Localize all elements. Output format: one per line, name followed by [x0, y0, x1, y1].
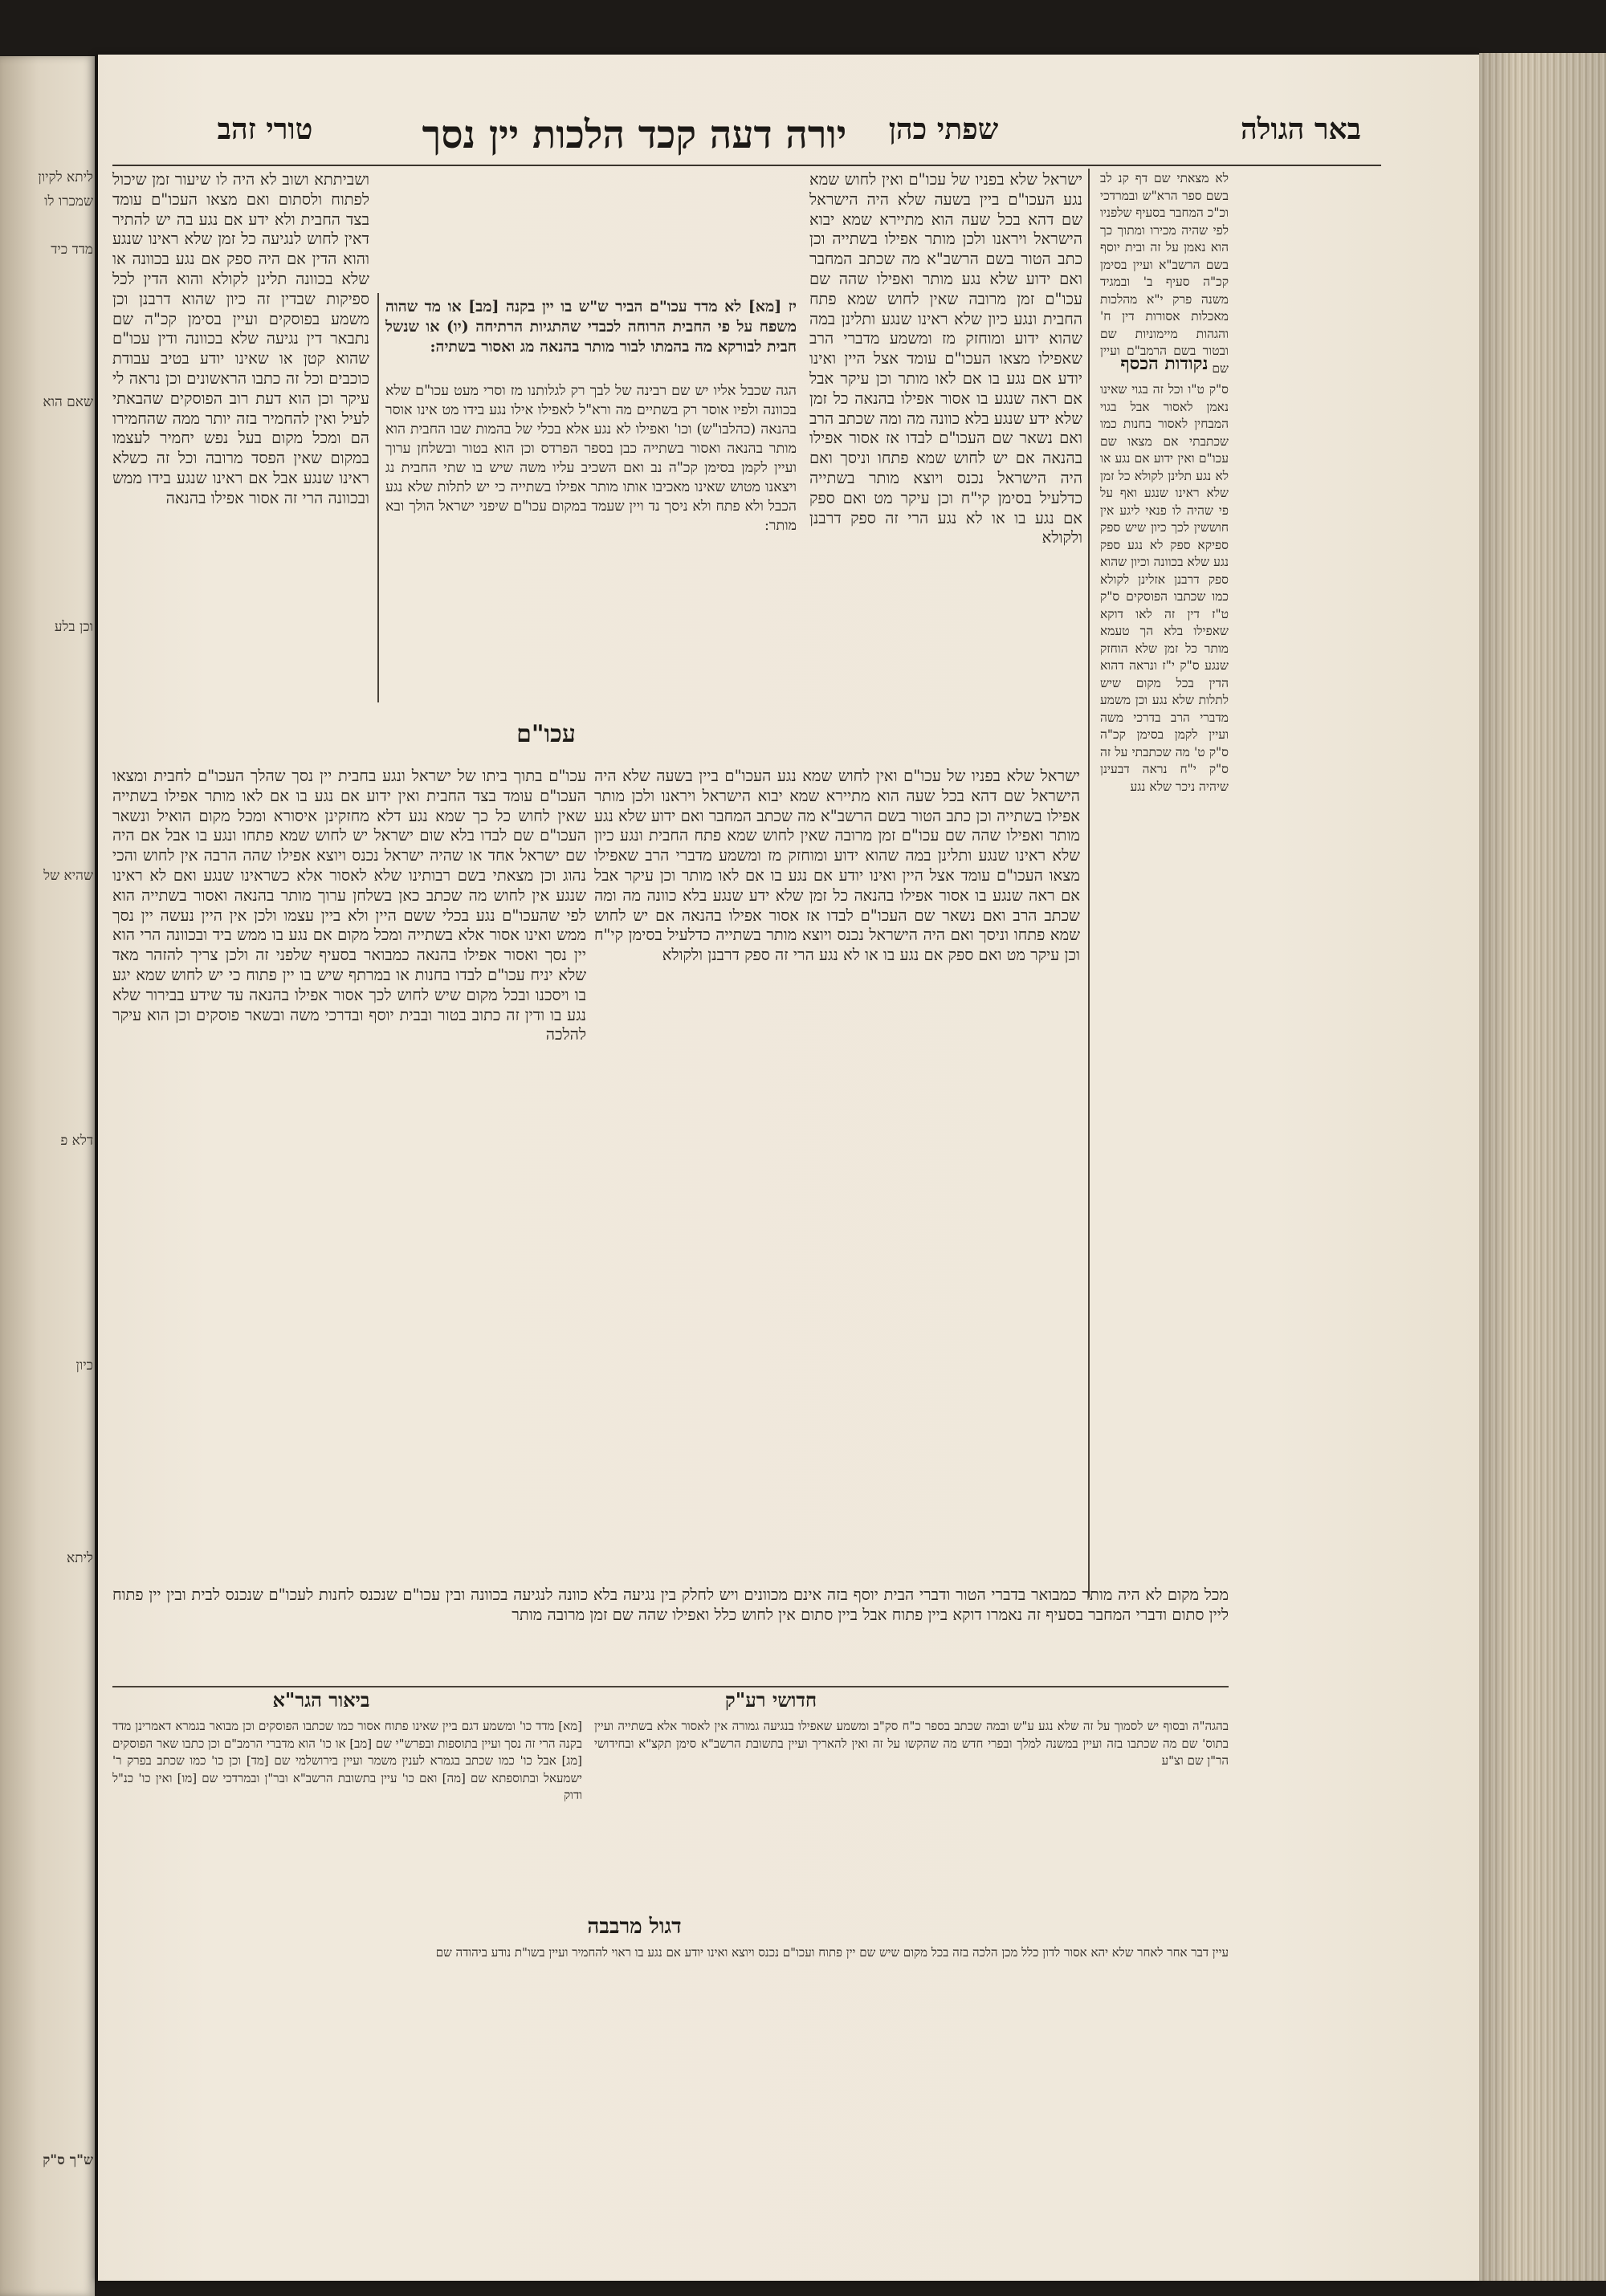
left-fragment: מדד כיד: [51, 242, 93, 258]
heading-chiddushei: חדושי רע"ק: [724, 1688, 817, 1712]
left-fragment: שמכרו לו: [44, 193, 93, 210]
page-edges: [1479, 53, 1606, 2281]
left-fragment: ליתא לקיון: [38, 169, 93, 185]
box-divider: [377, 293, 379, 702]
left-fragment: כיון: [75, 1358, 93, 1374]
heading-biur: ביאור הגר"א: [272, 1688, 370, 1712]
column-shach: ישראל שלא בפניו של עכו"ם ואין לחוש שמא נגע העכו"ם ביין בשעה שלא היה הישראל שם דהא בכל שעה הוא מתיירא שמא יבוא הישראל ויראנו ולכן מותר אפילו בשתייה וכן כתב הטור בשם הרשב"א מה שכתב המחבר ואם ידוע שלא נגע מותר ואפילו שהה שם עכו"ם זמן מרובה שאין לחוש שמא פתח החבית ונגע כיון שלא ראינו שנגע ותלינן במה שהוא ידוע ומוחזק מז ומשמע מדברי הרב שאפילו מצאו העכו"ם עומד אצל היין ואינו יודע אם נגע בו אם לאו מותר וכן עיקר אבל אם ראה שנגע בו אסור אפילו בהנאה כל זמן שלא ידע שנגע בלא כוונה מה ומה שכתב הרב ואם נשאר שם העכו"ם לבדו אז אסור אפילו בהנאה אם יש לחוש שמא פתחו וניסך ואם היה הישראל נכנס ויוצא מותר בשתייה כדלעיל בסימן קי"ח וכן עיקר מט ואם ספק אם נגע בו או לא נגע הרי זה ספק דרבנן ולקולא: [809, 170, 1082, 548]
column-biur: [מא] מדד כו' ומשמע דגם ביין שאינו פתוח אסור כמו שכתבו הפוסקים וכן מבואר בגמרא דאמרינן מדד בקנה הרי זה נסך ועיין בתוספות ובפרש"י שם [מב] או כו' הוא מדברי הרמב"ם וכן כתבו שאר הפוסקים [מג] אבל כו' כמו שכתב בגמרא לענין משמר ועיין בירושלמי שם [מד] וכן כו' כמו שכתב בפרק ר' ישמעאל ובתוספתא שם [מה] ואם כו' עיין בתשובת הרשב"א ובר"ן ובמרדכי שם [מו] ואין כו' כנ"ל ודוק: [112, 1719, 582, 1802]
left-fragment: ליתא: [67, 1550, 93, 1566]
column-chiddushei: בהגה"ה ובסוף יש לסמוך על זה שלא נגע ע"ש ובמה שכתב בספר כ"ח סק"ב ומשמע שאפילו בנגיעה גמורה אין לאסור אלא בשתייה ועיין בתוס' שם מה שכתבו בזה ועיין במשנה למלך ובפרי חדש מה שהקשו על זה ואין להאריך ועיין בתשובת הרשב"א סימן תקצ"א ובחידושי הר"ן שם וצ"ע: [594, 1719, 1229, 1768]
left-footer: ש"ך ס"ק: [43, 2152, 93, 2168]
column-taz: ושביתתא ושוב לא היה לו שיעור זמן שיכול לפתוח ולסתום ואם מצאו העכו"ם עומד בצד החבית ולא ידע אם נגע בה יש להתיר דאין לחוש לנגיעה כל זמן שלא ראינו שנגע והוא הדין אם היה ספק אם נגע בכוונה או שלא בכוונה תלינן לקולא והוא הדין לכל ספיקות שבדין זה כיון שהוא דרבנן וכן משמע בפוסקים ועיין בסימן קכ"ה שם נתבאר דין נגיעה שלא בכוונה ודין עכו"ם שהוא קטן או שאינו יודע בטיב עבודת כוכבים וכל זה כתבו הראשונים וכן נראה לי עיקר וכן הוא דעת רוב הפוסקים שהבאתי לעיל ואין להחמיר בזה יותר ממה שהחמירו הם ומכל מקום בעל נפש יחמיר לעצמו במקום שאין הפסד מרובה וכל זה כשלא ראינו שנגע אבל אם ראינו שנגע בידו ממש ובכוונה הרי זה אסור אפילו בהנאה: [112, 170, 369, 507]
section-rule: [112, 1686, 1229, 1687]
column-taz-continued: עכו"ם בתוך ביתו של ישראל ונגע בחבית יין נסך שהלך העכו"ם לחבית ומצאו העכו"ם עומד בצד החבית ואין ידוע אם נגע בו אם לאו מותר אפילו בשתייה שאין לחוש כל כך שמא נגע דלא מחזקינן איסורא ומכל מקום הואיל ונשאר העכו"ם שם לבדו בלא שום ישראל יש לחוש שמא פתחו ונגע בו אבל אם היה שם ישראל אחד או שהיה ישראל נכנס ויוצא אפילו שהה הרבה אין לחוש והכי נהוג וכן מצאתי בשם רבותינו שלא לאסור אלא כשראינו שנגע ואם לא ראינו שנגע אין לחוש מה שכתב כאן בשלחן ערוך מותר בהנאה ואסור בשתייה הוא לפי שהעכו"ם נגע בכלי ששם היין ולא ביין עצמו ולכן אין היין נעשה יין נסך ממש ואינו אסור אלא בשתייה ומכל מקום אם נגע בו ממש ביד ובכוונה הרי הוא יין נסך ואסור אפילו בהנאה כמבואר בסעיף שלפני זה ולכן צריך להזהר מאד שלא יניח עכו"ם לבדו בחנות או במרתף שיש בו יין פתוח כי יש לחוש שמא יגע בו ויסכנו ובכל מקום שיש לחוש לכך אסור אפילו בהנאה עד שידע בבירור שלא נגע בו ודין זה כתוב בטור ובבית יוסף ובדרכי משה ובשאר פוסקים וכן הוא עיקר להלכה: [112, 767, 586, 1044]
main-text-gloss: הגה שכבל אליו יש שם רבינה של לבך רק לגלותנו מז וסרי מעט עכו"ם שלא בכוונה ולפיו אוסר רק בשתיים מה ורא"ל לאפילו אילו נגע בידו מט אינו אוסר בהנאה (כהלבו"ש) וכו' ואפילו לא נגע אלא בכלי של בהמות שבו החבית הוא מותר בהנאה ואסור בשתייה כבן בספר הפרדס וכן הוא בטור ובשלחן ערוך ועיין לקמן בסימן קכ"ה נב ואם השכיב עליו משה שיש בו שתי החבית נג ויצאנו מטוש שאינו מאכיבו אותו מותר אפילו בשתייה כי יש לתלות שלא נגע הכבל ולא פתח ולא ניסך נד ויין שעמד במקום עכו"ם שיפני ישראל הולך ובא מותר:: [385, 383, 797, 534]
page-title: יורה דעה קכד הלכות יין נסך: [422, 112, 847, 157]
left-fragment: שהיא של: [43, 868, 93, 884]
left-page-edge: [0, 56, 95, 2296]
header-shach: שפתי כהן: [888, 112, 999, 146]
header-taz: טורי זהב: [217, 112, 313, 146]
column-divider: [1088, 169, 1090, 1598]
column-nekudot: ס"ק ט"ו וכל זה בגוי שאינו נאמן לאסור אבל בגוי המבחין לאסור בחנות כמו שכתבתי אם מצאו שם עכו"ם ואין ידוע אם נגע או לא נגע תלינן לקולא כל זמן שלא ראינו שנגע ואף על פי שהיה לו פנאי ליגע אין חוששין לכך כיון שיש ספק ספיקא ספק לא נגע ספק נגע שלא בכוונה וכיון שהוא ספק דרבנן אזלינן לקולא כמו שכתבו הפוסקים ס"ק ט"ז דין זה לאו דוקא שאפילו בלא הך טעמא מותר כל זמן שלא הוחזק שנגע ס"ק י"ז ונראה דהוא הדין בכל מקום שיש לתלות שלא נגע וכן משמע מדברי הרב בדרכי משה ועיין לקמן בסימן קכ"ה ס"ק ט' מה שכתבתי על זה ס"ק י"ח נראה דבעינן שיהיה ניכר שלא נגע: [1100, 382, 1229, 794]
heading-dagul: דגול מרבבה: [587, 1915, 682, 1939]
main-text-top: יז [מא] לא מדד עכו"ם הביר ש"ש בו יין בקנה [מב] או מד שהוה משפח על פי החבית הרוחה לכבדי שהתגיות הרתיחה (יו) או שנשל חבית לבורקא מה בהמתו לבור מותר בהנאה מג ואסור בשתיה:: [385, 298, 797, 356]
left-fragment: דלא פ: [60, 1133, 93, 1149]
column-beer-hagolah: לא מצאתי שם דף קנ לב בשם ספר הרא"ש ובמרדכי וכ"כ המחבר בסעיף שלפניו לפי שהיה מכירו ומתוך כך הוא נאמן על זה ובית יוסף בשם הרשב"א ועיין בסימן קכ"ה סעיף ב' ובמגיד משנה פרק י"א מהלכות מאכלות אסורות דין ח' והגהות מיימוניות שם ובטור בשם הרמב"ם ועיין שם: [1100, 171, 1229, 376]
heading-akum: עכו"ם: [516, 720, 576, 748]
left-fragment: שאם הוא: [43, 394, 93, 410]
header-beer-hagolah: באר הגולה: [1240, 112, 1361, 146]
column-dagul: עיין דבר אחר לאחר שלא יהא אסור לדון כלל מכן הלכה בזה בכל מקום שיש שם יין פתוח ועכו"ם נכנס ויוצא ואינו יודע אם נגע בו ראוי להחמיר ועיין בשו"ת נודע ביהודה שם: [435, 1945, 1229, 1960]
heading-nekudot: נקודות הכסף: [1120, 353, 1209, 374]
column-shach-continued: ישראל שלא בפניו של עכו"ם ואין לחוש שמא נגע העכו"ם ביין בשעה שלא היה הישראל שם דהא בכל שעה הוא מתיירא שמא יבוא הישראל ויראנו ולכן מותר אפילו בשתייה וכן כתב הטור בשם הרשב"א מה שכתב המחבר ואם ידוע שלא נגע מותר ואפילו שהה שם עכו"ם זמן מרובה שאין לחוש שמא פתח החבית ונגע כיון שלא ראינו שנגע ותלינן במה שהוא ידוע ומוחזק מז ומשמע מדברי הרב שאפילו מצאו העכו"ם עומד אצל היין ואינו יודע אם נגע בו אם לאו מותר וכן עיקר אבל אם ראה שנגע בו אסור אפילו בהנאה כל זמן שלא ידע שנגע בלא כוונה מה ומה שכתב הרב ואם נשאר שם העכו"ם לבדו אז אסור אפילו בהנאה אם יש לחוש שמא פתחו וניסך ואם היה הישראל נכנס ויוצא מותר בשתייה כדלעיל בסימן קי"ח וכן עיקר מט ואם ספק אם נגע בו או לא נגע הרי זה ספק דרבנן ולקולא: [594, 767, 1080, 965]
bottom-wide-text: מכל מקום לא היה מותר כמבואר בדברי הטור ודברי הבית יוסף בזה אינם מכוונים ויש לחלק בין נגיעה בלא כוונה לנגיעה בכוונה ובין עכו"ם שנכנס לחנות לעכו"ם שנכנס לבית ובין יין פתוח ליין סתום ודברי המחבר בסעיף זה נאמרו דוקא ביין פתוח אבל ביין סתום אין לחוש כלל ואפילו שהה שם זמן מרובה מותר: [112, 1586, 1229, 1624]
header-rule: [112, 165, 1381, 166]
left-fragment: וכן בלע: [54, 619, 93, 635]
